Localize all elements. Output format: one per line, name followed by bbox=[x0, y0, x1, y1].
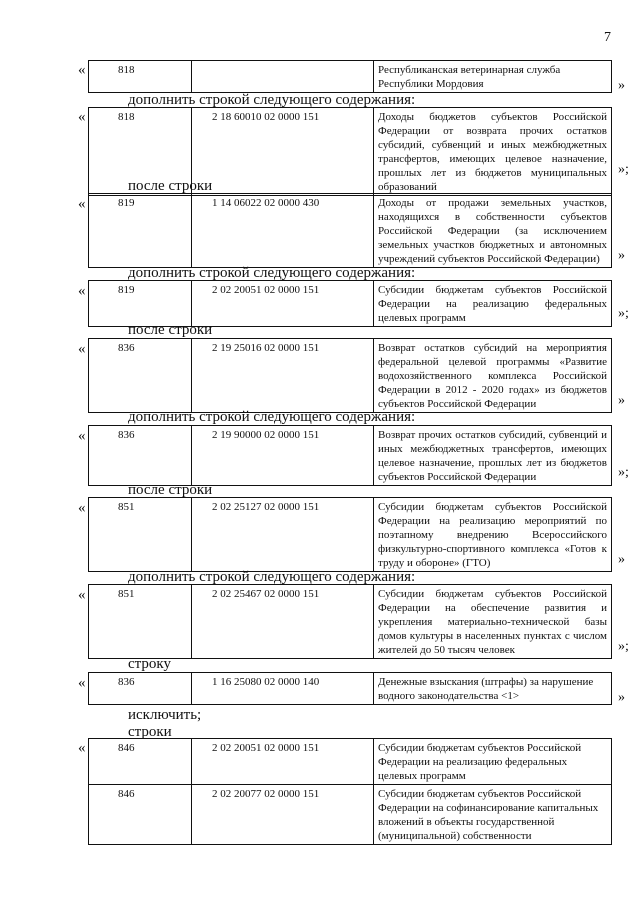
instruction-heading: строки bbox=[128, 724, 172, 740]
org-code: 819 bbox=[89, 194, 192, 268]
table-row bbox=[88, 193, 612, 268]
income-name: Субсидии бюджетам субъектов Российской Федерации на реализацию мероприятий по поэтапному внедрению Всероссийского физкультурно-спортивного комплекса «Готов к труду и обороне» (ГТО) bbox=[374, 498, 612, 572]
closing-quote: » bbox=[618, 78, 625, 93]
closing-quote: » bbox=[618, 248, 625, 263]
org-code: 836 bbox=[89, 339, 192, 413]
org-code: 851 bbox=[89, 585, 192, 659]
org-code: 819 bbox=[89, 281, 192, 327]
instruction-heading: дополнить строкой следующего содержания: bbox=[128, 265, 416, 281]
closing-quote: » bbox=[618, 690, 625, 705]
opening-quote: « bbox=[78, 341, 86, 357]
org-code: 818 bbox=[89, 108, 192, 196]
opening-quote: « bbox=[78, 428, 86, 444]
opening-quote: « bbox=[78, 740, 86, 756]
table-row bbox=[89, 785, 612, 845]
table-row bbox=[88, 338, 612, 413]
closing-quote: »; bbox=[618, 162, 629, 177]
income-name: Возврат остатков субсидий на мероприятия федеральной целевой программы «Развитие водохозяйственного комплекса Российской Федерации в 2012 - 2020 годах» из бюджетов субъектов Российской Федерации bbox=[374, 339, 612, 413]
income-name: Возврат прочих остатков субсидий, субвенций и иных межбюджетных трансфертов, имеющих целевое назначение, прошлых лет из бюджетов субъектов Российской Федерации bbox=[374, 426, 612, 486]
opening-quote: « bbox=[78, 283, 86, 299]
opening-quote: « bbox=[78, 587, 86, 603]
table-row bbox=[88, 425, 612, 486]
table-row bbox=[88, 60, 612, 93]
page-number: 7 bbox=[604, 30, 611, 45]
closing-quote: » bbox=[618, 552, 625, 567]
instruction-heading: после строки bbox=[128, 482, 213, 498]
income-code: 2 02 25127 02 0000 151 bbox=[192, 498, 374, 572]
closing-quote: »; bbox=[618, 465, 629, 480]
closing-quote: » bbox=[618, 393, 625, 408]
instruction-heading: после строки bbox=[128, 322, 213, 338]
income-name: Доходы от продажи земельных участков, находящихся в собственности субъектов Российской Федерации (за исключением земельных участков бюджетных и автономных учреждений субъектов Российской Федерации) bbox=[374, 194, 612, 268]
instruction-heading: исключить; bbox=[128, 707, 202, 723]
income-name: Субсидии бюджетам субъектов Российской Федерации на софинансирование капитальных вложений в объекты государственной (муниципальной) собственности bbox=[374, 785, 612, 845]
income-code: 2 18 60010 02 0000 151 bbox=[192, 108, 374, 196]
org-code: 846 bbox=[89, 785, 192, 845]
income-code: 1 16 25080 02 0000 140 bbox=[192, 673, 374, 705]
org-code: 846 bbox=[89, 739, 192, 785]
instruction-heading: дополнить строкой следующего содержания: bbox=[128, 569, 416, 585]
income-name: Денежные взыскания (штрафы) за нарушение водного законодательства <1> bbox=[374, 673, 612, 705]
income-name: Субсидии бюджетам субъектов Российской Федерации на реализацию федеральных целевых программ bbox=[374, 739, 612, 785]
income-code: 2 02 20051 02 0000 151 bbox=[192, 739, 374, 785]
table-row bbox=[88, 584, 612, 659]
opening-quote: « bbox=[78, 500, 86, 516]
income-name: Субсидии бюджетам субъектов Российской Федерации на обеспечение развития и укрепления материально-технической базы домов культуры в населенных пунктах с числом жителей до 50 тысяч человек bbox=[374, 585, 612, 659]
income-code: 2 02 20077 02 0000 151 bbox=[192, 785, 374, 845]
org-code: 836 bbox=[89, 673, 192, 705]
opening-quote: « bbox=[78, 62, 86, 78]
income-code: 1 14 06022 02 0000 430 bbox=[192, 194, 374, 268]
table-row bbox=[88, 497, 612, 572]
opening-quote: « bbox=[78, 196, 86, 212]
instruction-heading: дополнить строкой следующего содержания: bbox=[128, 409, 416, 425]
instruction-heading: дополнить строкой следующего содержания: bbox=[128, 92, 416, 108]
income-name: Доходы бюджетов субъектов Российской Федерации от возврата прочих остатков субсидий, субвенций и иных межбюджетных трансфертов, имеющих целевое назначение, прошлых лет из бюджетов муниципальных образований bbox=[374, 108, 612, 196]
org-code: 836 bbox=[89, 426, 192, 486]
org-code: 851 bbox=[89, 498, 192, 572]
income-code: 2 02 20051 02 0000 151 bbox=[192, 281, 374, 327]
income-code: 2 02 25467 02 0000 151 bbox=[192, 585, 374, 659]
instruction-heading: после строки bbox=[128, 178, 213, 194]
closing-quote: »; bbox=[618, 306, 629, 321]
table-row bbox=[89, 739, 612, 785]
table-row-group bbox=[88, 738, 612, 845]
income-name: Республиканская ветеринарная служба Республики Мордовия bbox=[374, 61, 612, 93]
closing-quote: »; bbox=[618, 639, 629, 654]
income-code bbox=[192, 61, 374, 93]
income-name: Субсидии бюджетам субъектов Российской Федерации на реализацию федеральных целевых программ bbox=[374, 281, 612, 327]
table-row bbox=[88, 280, 612, 327]
instruction-heading: строку bbox=[128, 656, 171, 672]
opening-quote: « bbox=[78, 675, 86, 691]
opening-quote: « bbox=[78, 109, 86, 125]
org-code: 818 bbox=[89, 61, 192, 93]
income-code: 2 19 25016 02 0000 151 bbox=[192, 339, 374, 413]
income-code: 2 19 90000 02 0000 151 bbox=[192, 426, 374, 486]
table-row bbox=[88, 672, 612, 705]
